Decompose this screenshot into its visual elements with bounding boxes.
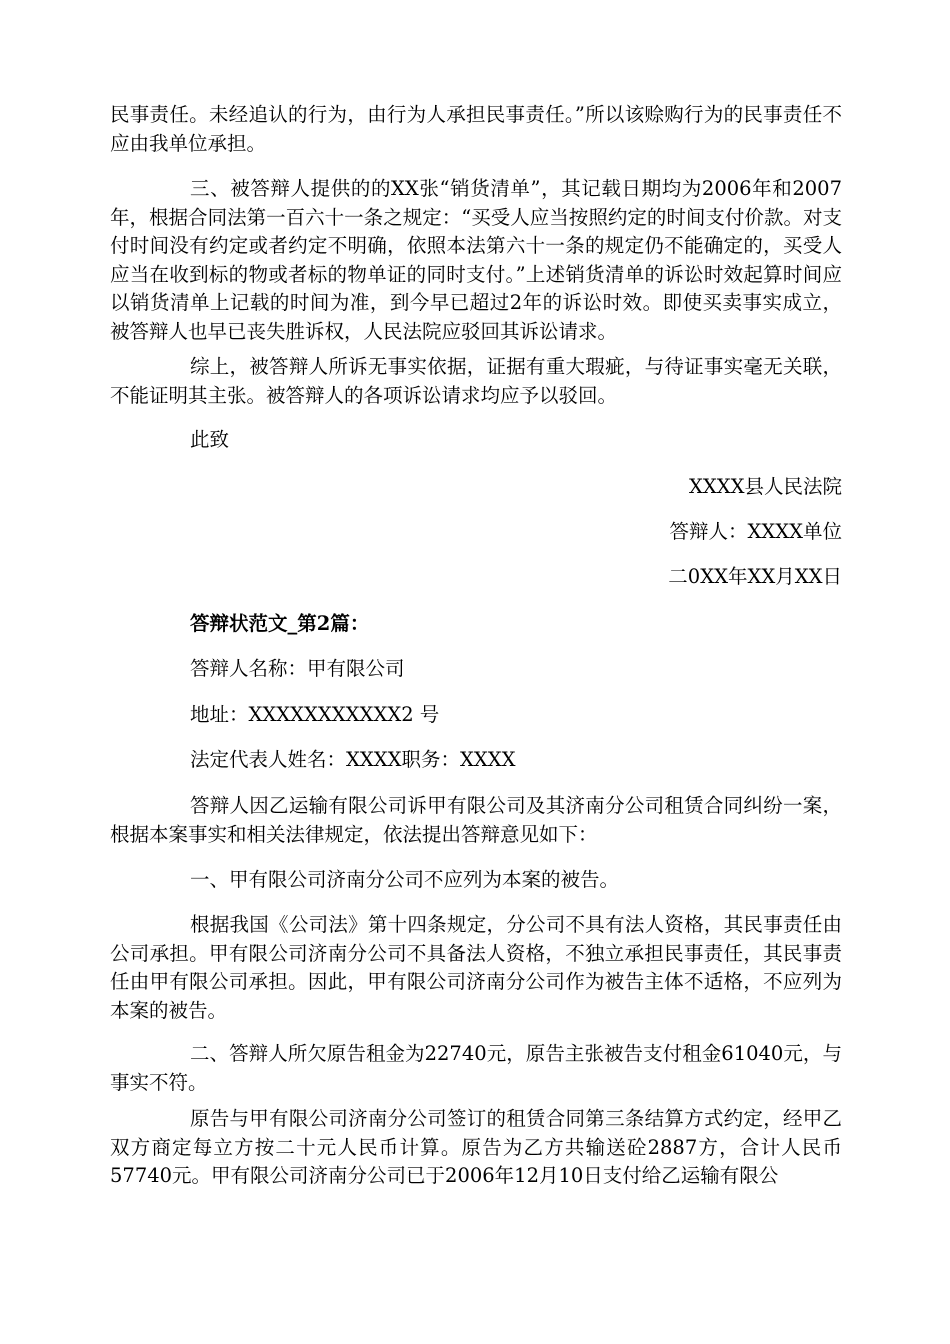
paragraph-contract: 原告与甲有限公司济南分公司签订的租赁合同第三条结算方式约定，经甲乙双方商定每立方按二十元人民币计算。原告为乙方共输送砼2887方，合计人民币57740元。甲有限公司济南分公司已于2006年12月10日支付给乙运输有限公 <box>110 1107 842 1187</box>
paragraph-liability: 民事责任。未经追认的行为，由行为人承担民事责任。”所以该赊购行为的民事责任不应由我单位承担。 <box>110 103 842 155</box>
paragraph-point-one: 一、甲有限公司济南分公司不应列为本案的被告。 <box>190 868 620 891</box>
section-heading: 答辩状范文_第2篇： <box>190 612 370 635</box>
paragraph-point-two: 二、答辩人所欠原告租金为22740元，原告主张被告支付租金61040元，与事实不符。 <box>110 1042 842 1094</box>
salutation: 此致 <box>190 428 230 451</box>
paragraph-point-three: 三、被答辩人提供的的XX张“销货清单”，其记载日期均为2006年和2007年，根据合同法第一百六十一条之规定：“买受人应当按照约定的时间支付价款。对支付时间没有约定或者约定不明确，依照本法第六十一条的规定仍不能确定的，买受人应当在收到标的物或者标的物单证的同时支付。”上述销货清单的诉讼时效起算时间应以销货清单上记载的时间为准，到今早已超过2年的诉讼时效。即使买卖事实成立，被答辩人也早已丧失胜诉权，人民法院应驳回其诉讼请求。 <box>110 177 842 343</box>
document-date: 二0XX年XX月XX日 <box>668 565 842 588</box>
paragraph-company-law: 根据我国《公司法》第十四条规定，分公司不具有法人资格，其民事责任由公司承担。甲有限公司济南分公司不具备法人资格，不独立承担民事责任，其民事责任由甲有限公司承担。因此，甲有限公司济南分公司作为被告主体不适格，不应列为本案的被告。 <box>110 913 842 1022</box>
legal-representative: 法定代表人姓名：XXXX职务：XXXX <box>190 748 516 771</box>
paragraph-intro: 答辩人因乙运输有限公司诉甲有限公司及其济南分公司租赁合同纠纷一案，根据本案事实和相关法律规定，依法提出答辩意见如下： <box>110 794 842 846</box>
respondent-address: 地址：XXXXXXXXXXX2 号 <box>190 703 440 726</box>
respondent-signature: 答辩人：XXXX单位 <box>669 520 842 543</box>
paragraph-summary: 综上，被答辩人所诉无事实依据，证据有重大瑕疵，与待证事实毫无关联，不能证明其主张。被答辩人的各项诉讼请求均应予以驳回。 <box>110 355 842 407</box>
respondent-name: 答辩人名称：甲有限公司 <box>190 657 405 680</box>
court-name: XXXX县人民法院 <box>688 475 842 498</box>
